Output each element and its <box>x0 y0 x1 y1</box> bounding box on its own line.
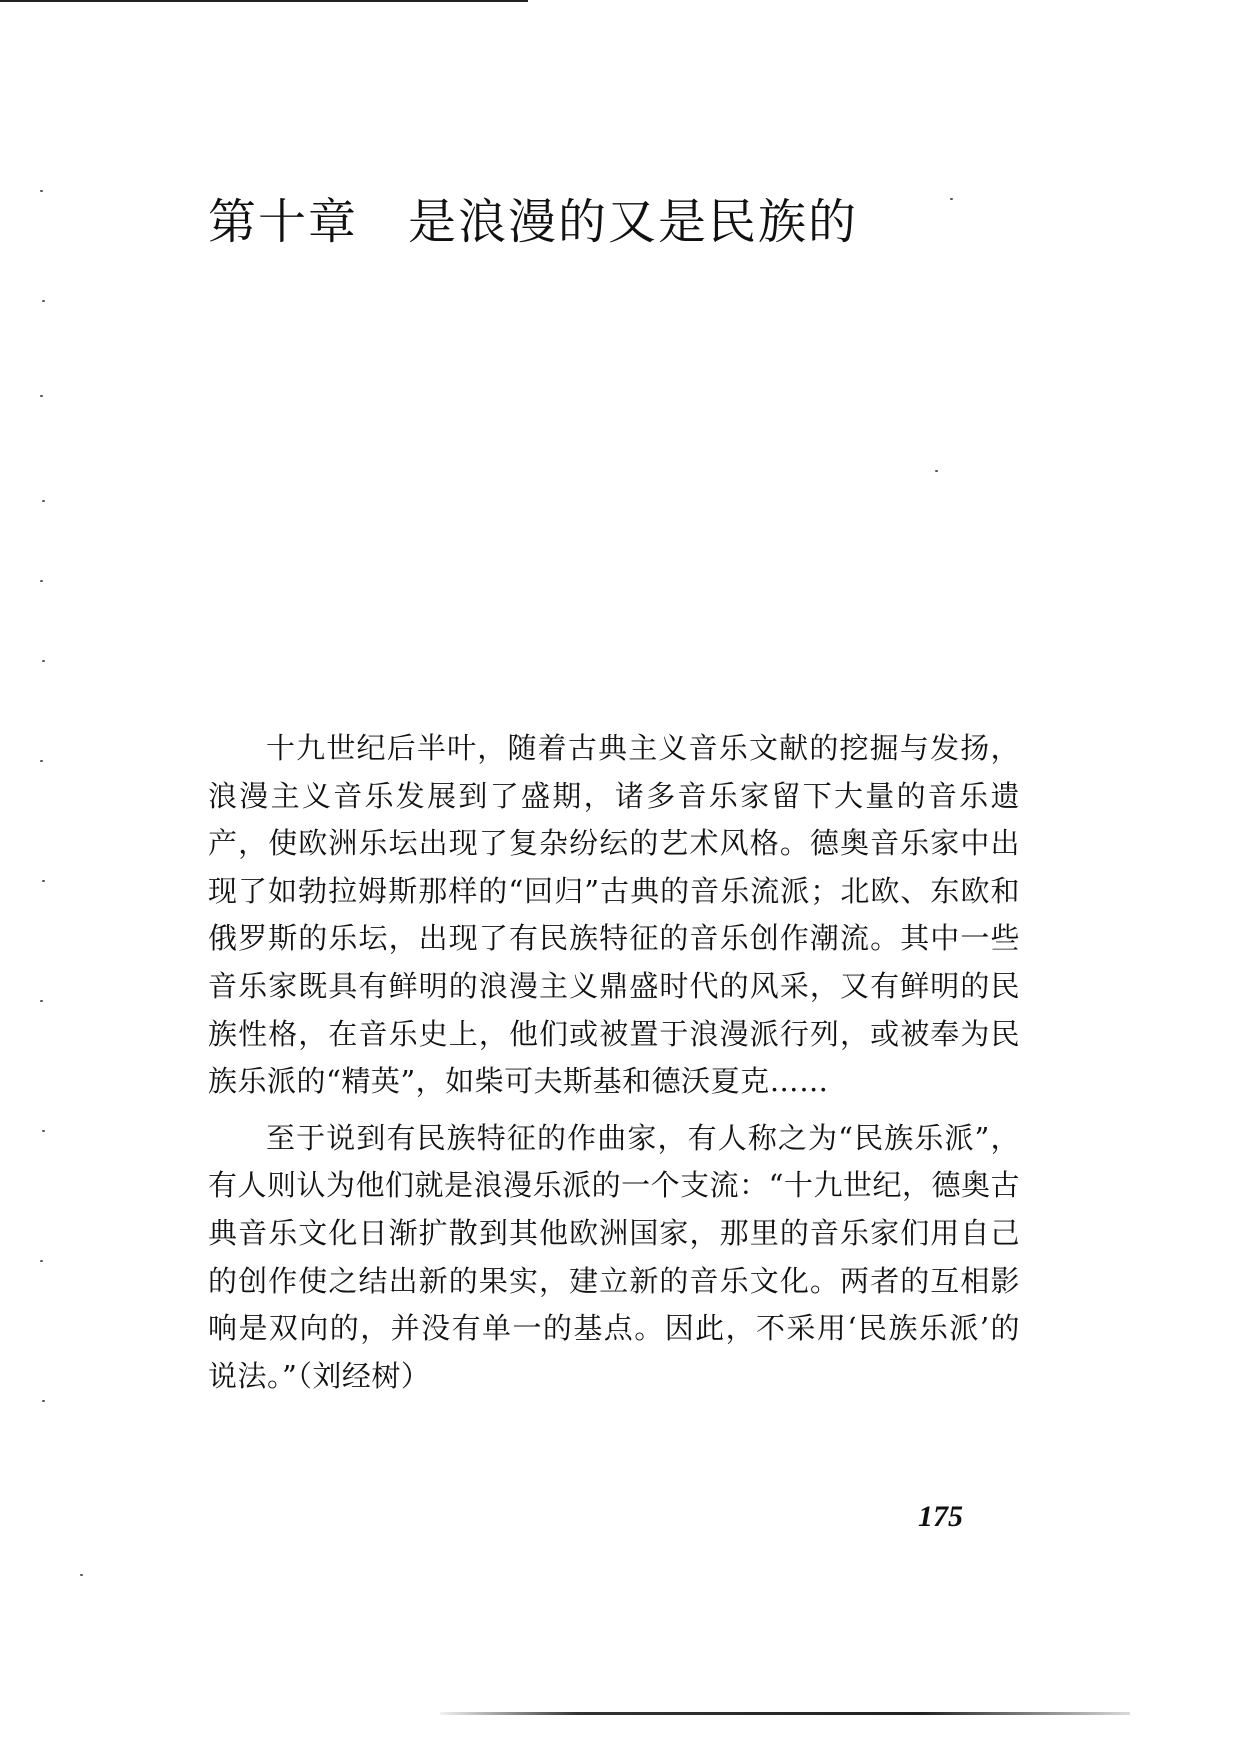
scan-artifact <box>42 660 45 662</box>
scan-artifact <box>40 580 43 582</box>
scan-artifact <box>40 190 43 192</box>
scan-artifact <box>80 1574 83 1576</box>
scan-artifact <box>40 760 43 762</box>
scan-artifact <box>42 1130 45 1132</box>
scan-artifact <box>40 1260 43 1262</box>
scan-artifact <box>42 300 45 302</box>
body-text <box>208 725 1020 1409</box>
scan-edge-bottom <box>440 1712 1130 1715</box>
page-number: 175 <box>918 1500 963 1533</box>
chapter-title <box>208 192 858 252</box>
scan-artifact <box>40 1000 43 1002</box>
scan-artifact <box>42 880 45 882</box>
chapter-heading: 是浪漫的又是民族的 <box>408 194 859 251</box>
chapter-label: 第十章 <box>208 194 359 251</box>
paragraph: 至于说到有民族特征的作曲家，有人称之为“民族乐派”，有人则认为他们就是浪漫乐派的一个支流：“十九世纪，德奥古典音乐文化日渐扩散到其他欧洲国家，那里的音乐家们用自己的创作使之结出新的果实，建立新的音乐文化。两者的互相影响是双向的，并没有单一的基点。因此，不采用‘民族乐派’的说法。”（刘经树） <box>208 1120 1020 1393</box>
scan-artifact <box>40 395 43 397</box>
scan-edge-top <box>0 0 528 2</box>
paragraph: 十九世纪后半叶，随着古典主义音乐文献的挖掘与发扬，浪漫主义音乐发展到了盛期，诸多音乐家留下大量的音乐遗产，使欧洲乐坛出现了复杂纷纭的艺术风格。德奥音乐家中出现了如勃拉姆斯那样的“回归”古典的音乐流派；北欧、东欧和俄罗斯的乐坛，出现了有民族特征的音乐创作潮流。其中一些音乐家既具有鲜明的浪漫主义鼎盛时代的风采，又有鲜明的民族性格，在音乐史上，他们或被置于浪漫派行列，或被奉为民族乐派的“精英”，如柴可夫斯基和德沃夏克…… <box>208 731 1020 1099</box>
scan-artifact <box>42 1400 45 1402</box>
scan-artifact <box>935 470 938 472</box>
scan-artifact <box>950 198 953 200</box>
scan-artifact <box>42 500 45 502</box>
